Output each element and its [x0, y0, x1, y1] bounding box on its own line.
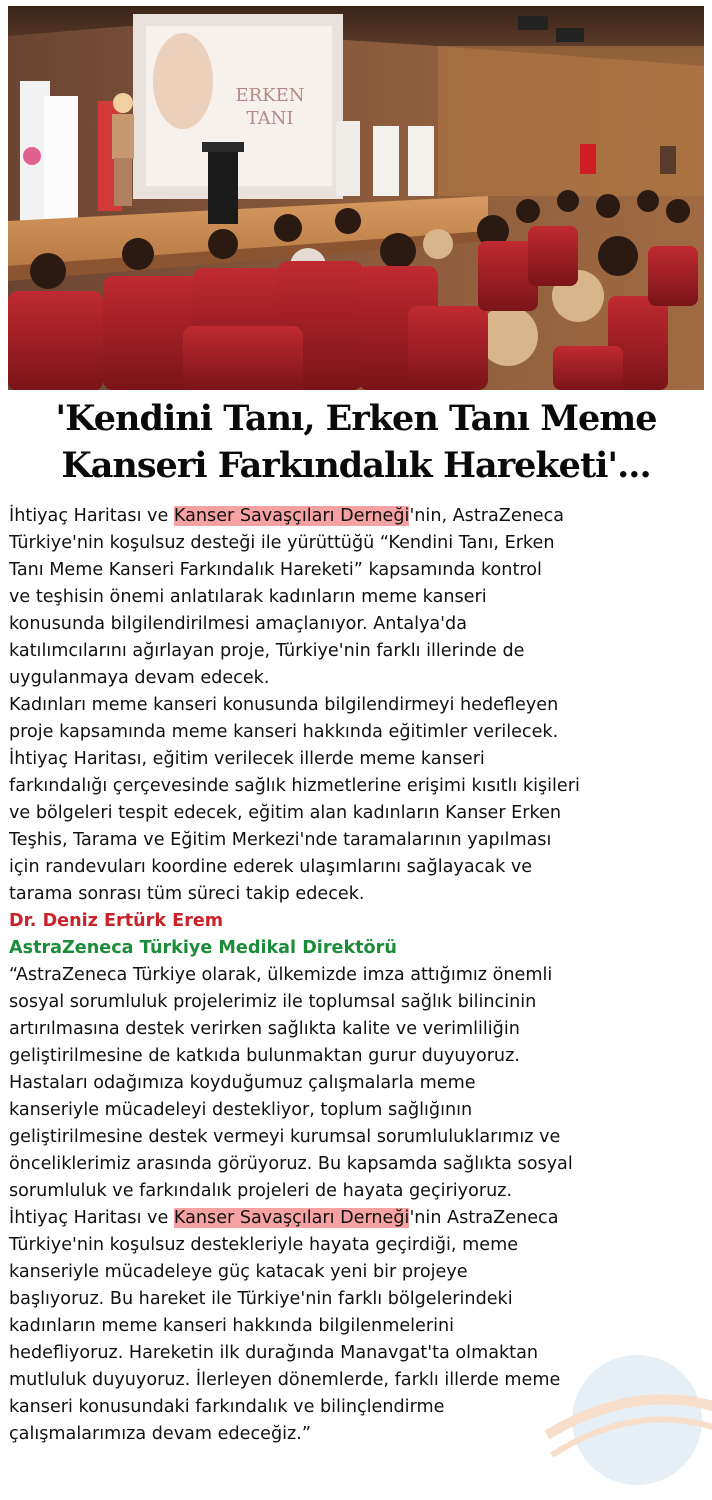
text-line: ve teşhisin önemi anlatılarak kadınların meme kanseri [9, 587, 487, 607]
text-line: Türkiye'nin koşulsuz desteği ile yürüttüğü “Kendini Tanı, Erken [9, 533, 555, 553]
headline-line-2: Kanseri Farkındalık Hareketi'... [61, 445, 651, 486]
text-line: başlıyoruz. Bu hareket ile Türkiye'nin farklı bölgelerindeki [9, 1289, 513, 1309]
text-line: Hastaları odağımıza koyduğumuz çalışmalarla meme [9, 1073, 476, 1093]
text-line: sorumluluk ve farkındalık projeleri de hayata geçiriyoruz. [9, 1181, 513, 1201]
text-line: kadınların meme kanseri hakkında bilgilenmelerini [9, 1316, 455, 1336]
speaker-name: Dr. Deniz Ertürk Erem [9, 911, 224, 931]
text-line: önceliklerimiz arasında görüyoruz. Bu kapsamda sağlıkta sosyal [9, 1154, 573, 1174]
text-line: konusunda bilgilendirilmesi amaçlanıyor. Antalya'da [9, 614, 467, 634]
speaker-title: AstraZeneca Türkiye Medikal Direktörü [9, 938, 397, 958]
headline-line-1: 'Kendini Tanı, Erken Tanı Meme [55, 398, 657, 439]
highlighted-organization: Kanser Savaşçıları Derneği [173, 1208, 410, 1228]
screen-text-1: ERKEN [235, 85, 305, 106]
auditorium-illustration [8, 6, 704, 390]
text-line: hedefliyoruz. Hareketin ilk durağında Manavgat'ta olmaktan [9, 1343, 539, 1363]
text-line: geliştirilmesine destek vermeyi kurumsal sorumluluklarımız ve [9, 1127, 561, 1147]
text-line: tarama sonrası tüm süreci takip edecek. [9, 884, 365, 904]
highlighted-organization: Kanser Savaşçıları Derneği [173, 506, 410, 526]
text-line: İhtiyaç Haritası ve Kanser Savaşçıları Derneği'nin AstraZeneca [9, 1208, 559, 1228]
article-headline [0, 395, 712, 503]
event-photo [8, 6, 704, 390]
text-line: proje kapsamında meme kanseri hakkında eğitimler verilecek. [9, 722, 559, 742]
text-line: kanseriyle mücadeleye güç katacak yeni bir projeye [9, 1262, 468, 1282]
text-line: için randevuları koordine ederek ulaşımlarını sağlayacak ve [9, 857, 533, 877]
speaker-quote [9, 962, 705, 1448]
text-line: mutluluk duyuyoruz. İlerleyen dönemlerde, farklı illerde meme [9, 1370, 561, 1390]
screen-text-2: TANI [246, 108, 294, 129]
text-line: Kadınları meme kanseri konusunda bilgilendirmeyi hedefleyen [9, 695, 559, 715]
text-line: uygulanmaya devam edecek. [9, 668, 270, 688]
text-line: Tanı Meme Kanseri Farkındalık Hareketi” kapsamında kontrol [9, 560, 542, 580]
paragraph-project [9, 692, 705, 908]
text-line: Türkiye'nin koşulsuz destekleriyle hayata geçirdiği, meme [9, 1235, 519, 1255]
text-line: sosyal sorumluluk projelerimiz ile toplumsal sağlık bilincinin [9, 992, 537, 1012]
text-line: Teşhis, Tarama ve Eğitim Merkezi'nde taramalarının yapılması [9, 830, 552, 850]
text-line: katılımcılarını ağırlayan proje, Türkiye'nin farklı illerinde de [9, 641, 525, 661]
text-line: artırılmasına destek verirken sağlıkta kalite ve verimliliğin [9, 1019, 520, 1039]
text-line: çalışmalarımıza devam edeceğiz.” [9, 1424, 311, 1444]
text-line: geliştirilmesine de katkıda bulunmaktan gurur duyuyoruz. [9, 1046, 520, 1066]
text-line: İhtiyaç Haritası ve Kanser Savaşçıları Derneği'nin, AstraZeneca [9, 506, 565, 526]
text-line: kanseri konusundaki farkındalık ve bilinçlendirme [9, 1397, 445, 1417]
text-line: farkındalığı çerçevesinde sağlık hizmetlerine erişimi kısıtlı kişileri [9, 776, 580, 796]
article-body [9, 503, 705, 1448]
text-line: ve bölgeleri tespit edecek, eğitim alan kadınların Kanser Erken [9, 803, 562, 823]
text-line: “AstraZeneca Türkiye olarak, ülkemizde imza attığımız önemli [9, 965, 553, 985]
paragraph-intro [9, 503, 705, 692]
text-line: İhtiyaç Haritası, eğitim verilecek illerde meme kanseri [9, 749, 485, 769]
text-line: kanseriyle mücadeleyi destekliyor, toplum sağlığının [9, 1100, 473, 1120]
